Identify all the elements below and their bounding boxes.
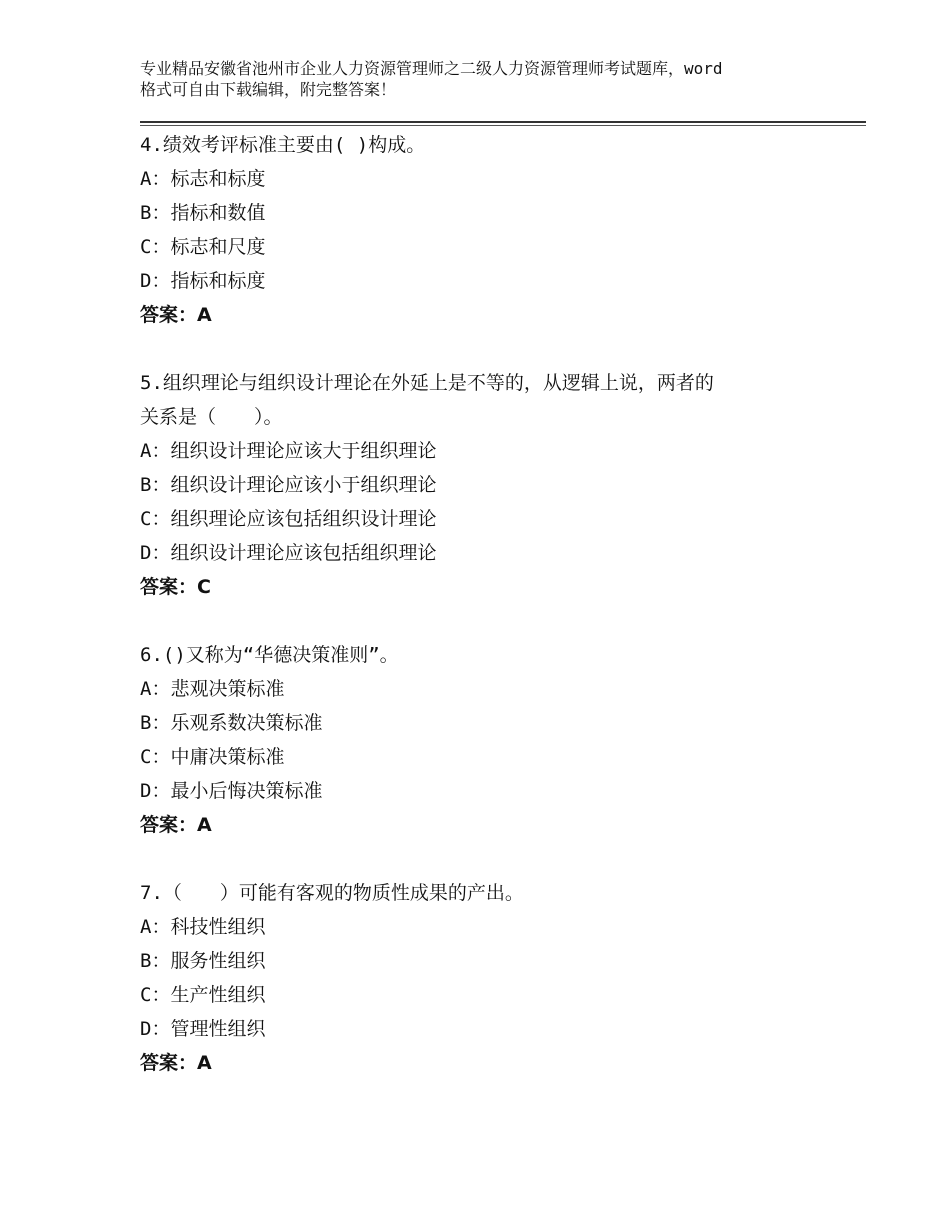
option-a: A：悲观决策标准 xyxy=(140,678,285,700)
document-header xyxy=(140,58,840,100)
answer: 答案：A xyxy=(140,1052,212,1074)
header-divider-thick xyxy=(140,121,866,123)
option-d: D：最小后悔决策标准 xyxy=(140,780,323,802)
option-b: B：服务性组织 xyxy=(140,950,266,972)
option-b: B：组织设计理论应该小于组织理论 xyxy=(140,474,437,496)
question-stem: 4.绩效考评标准主要由( )构成。 xyxy=(140,134,426,156)
option-c: C：生产性组织 xyxy=(140,984,266,1006)
question-stem: 7.（ ）可能有客观的物质性成果的产出。 xyxy=(140,882,524,904)
option-d: D：组织设计理论应该包括组织理论 xyxy=(140,542,437,564)
option-c: C：组织理论应该包括组织设计理论 xyxy=(140,508,437,530)
header-line-1: 专业精品安徽省池州市企业人力资源管理师之二级人力资源管理师考试题库，word xyxy=(140,59,723,78)
option-d: D：管理性组织 xyxy=(140,1018,266,1040)
question-6 xyxy=(140,638,840,842)
question-4 xyxy=(140,128,840,332)
question-stem: 5.组织理论与组织设计理论在外延上是不等的，从逻辑上说，两者的 xyxy=(140,372,714,394)
option-d: D：指标和标度 xyxy=(140,270,266,292)
option-c: C：标志和尺度 xyxy=(140,236,266,258)
header-divider-thin xyxy=(140,125,866,126)
question-7 xyxy=(140,876,840,1080)
question-list xyxy=(140,128,840,1114)
option-b: B：乐观系数决策标准 xyxy=(140,712,323,734)
question-5 xyxy=(140,366,840,604)
question-stem: 6.()又称为“华德决策准则”。 xyxy=(140,644,399,666)
option-a: A：标志和标度 xyxy=(140,168,266,190)
answer: 答案：A xyxy=(140,304,212,326)
answer: 答案：C xyxy=(140,576,211,598)
option-a: A：科技性组织 xyxy=(140,916,266,938)
answer: 答案：A xyxy=(140,814,212,836)
option-c: C：中庸决策标准 xyxy=(140,746,285,768)
question-stem-continued: 关系是（ ）。 xyxy=(140,406,283,428)
header-line-2: 格式可自由下载编辑，附完整答案！ xyxy=(140,80,397,99)
option-b: B：指标和数值 xyxy=(140,202,266,224)
option-a: A：组织设计理论应该大于组织理论 xyxy=(140,440,437,462)
